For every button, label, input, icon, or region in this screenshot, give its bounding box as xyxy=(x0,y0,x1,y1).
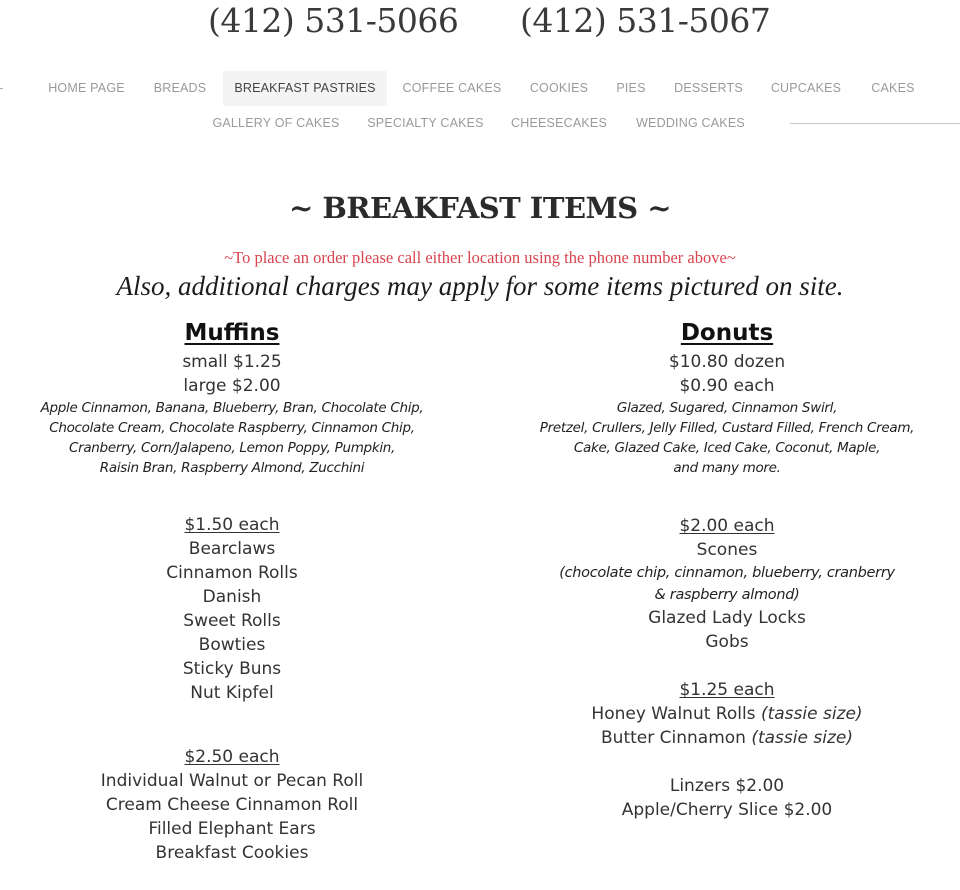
donut-flavors-line: Glazed, Sugared, Cinnamon Swirl, xyxy=(616,400,838,416)
menu-item: Sticky Buns xyxy=(182,659,282,679)
nav-item-home-page[interactable]: HOME PAGE xyxy=(48,81,125,95)
donut-price-each: $0.90 each xyxy=(679,376,775,396)
menu-item: Sweet Rolls xyxy=(183,611,281,631)
price-group-1-25 xyxy=(487,678,960,750)
price-heading: $1.25 each xyxy=(679,680,775,700)
item-name: Honey Walnut Rolls xyxy=(591,704,756,724)
menu-item: Apple/Cherry Slice $2.00 xyxy=(621,800,833,820)
menu-item: Bowties xyxy=(198,635,266,655)
nav-item-breakfast-pastries[interactable]: BREAKFAST PASTRIES xyxy=(223,71,387,106)
muffin-price-small: small $1.25 xyxy=(182,352,282,372)
menu-item: Cream Cheese Cinnamon Roll xyxy=(105,795,359,815)
nav-item-cookies[interactable]: COOKIES xyxy=(529,81,589,95)
muffins-section xyxy=(0,316,472,478)
price-group-2-50 xyxy=(0,745,472,865)
donut-flavors-line: Pretzel, Crullers, Jelly Filled, Custard Filled, French Cream, xyxy=(539,420,915,436)
nav-item-pies[interactable]: PIES xyxy=(616,81,646,95)
muffin-flavors-line: Chocolate Cream, Chocolate Raspberry, Cinnamon Chip, xyxy=(49,420,415,436)
menu-item: Cinnamon Rolls xyxy=(166,563,298,583)
price-group-2-00 xyxy=(487,514,960,654)
menu-item: Breakfast Cookies xyxy=(155,843,309,863)
nav-item-coffee-cakes[interactable]: COFFEE CAKES xyxy=(402,81,502,95)
menu-item: Linzers $2.00 xyxy=(669,776,785,796)
nav-rule xyxy=(790,123,960,124)
price-heading: $2.00 each xyxy=(679,516,775,536)
menu-item: Glazed Lady Locks xyxy=(648,608,806,628)
phone-number-2: (412) 531-5067 xyxy=(520,1,771,40)
phone-header xyxy=(0,0,960,44)
muffin-flavors-line: Cranberry, Corn/Jalapeno, Lemon Poppy, Pumpkin, xyxy=(68,440,396,456)
nav-item-cheesecakes[interactable]: CHEESECAKES xyxy=(511,116,607,130)
menu-item: Bearclaws xyxy=(188,539,276,559)
donuts-heading: Donuts xyxy=(680,320,774,346)
menu-item xyxy=(487,726,960,750)
charges-notice: Also, additional charges may apply for some items pictured on site. xyxy=(116,271,844,301)
menu-item: Gobs xyxy=(705,632,749,652)
nav-row-1 xyxy=(0,71,960,106)
muffin-flavors-line: Raisin Bran, Raspberry Almond, Zucchini xyxy=(99,460,365,476)
nav-item-cakes[interactable]: CAKES xyxy=(871,81,915,95)
menu-item: Individual Walnut or Pecan Roll xyxy=(100,771,364,791)
price-group-1-50 xyxy=(0,513,472,705)
donut-flavors-line: Cake, Glazed Cake, Iced Cake, Coconut, Maple, xyxy=(573,440,881,456)
muffin-flavors-line: Apple Cinnamon, Banana, Blueberry, Bran, Chocolate Chip, xyxy=(40,400,424,416)
donut-price-dozen: $10.80 dozen xyxy=(668,352,786,372)
menu-item: Filled Elephant Ears xyxy=(148,819,316,839)
nav-item-gallery-of-cakes[interactable]: GALLERY OF CAKES xyxy=(212,116,340,130)
phone-number-1: (412) 531-5066 xyxy=(208,1,459,40)
menu-item-scones: Scones xyxy=(696,540,758,560)
muffins-heading: Muffins xyxy=(184,320,280,346)
nav-item-specialty-cakes[interactable]: SPECIALTY CAKES xyxy=(367,116,484,130)
page-title: ~ BREAKFAST ITEMS ~ xyxy=(288,191,671,225)
donuts-section xyxy=(487,316,960,478)
left-column xyxy=(0,316,472,865)
donut-flavors-line: and many more. xyxy=(673,460,781,476)
scones-note: (chocolate chip, cinnamon, blueberry, cranberry xyxy=(559,565,895,581)
menu-item: Nut Kipfel xyxy=(190,683,274,703)
nav-item-breads[interactable]: BREADS xyxy=(153,81,207,95)
right-column xyxy=(487,316,960,822)
item-size-note: (tassie size) xyxy=(751,728,853,748)
nav-item-wedding-cakes[interactable]: WEDDING CAKES xyxy=(636,116,745,130)
extras-group xyxy=(487,774,960,822)
price-heading: $2.50 each xyxy=(184,747,280,767)
price-heading: $1.50 each xyxy=(184,515,280,535)
menu-item: Danish xyxy=(202,587,262,607)
item-name: Butter Cinnamon xyxy=(601,728,746,748)
order-notice: ~To place an order please call either location using the phone number above~ xyxy=(224,248,736,267)
item-size-note: (tassie size) xyxy=(760,704,863,724)
muffin-price-large: large $2.00 xyxy=(183,376,281,396)
scones-note: & raspberry almond) xyxy=(654,587,800,603)
nav-item-cupcakes[interactable]: CUPCAKES xyxy=(770,81,842,95)
menu-item xyxy=(487,702,960,726)
nav-item-desserts[interactable]: DESSERTS xyxy=(674,81,743,95)
